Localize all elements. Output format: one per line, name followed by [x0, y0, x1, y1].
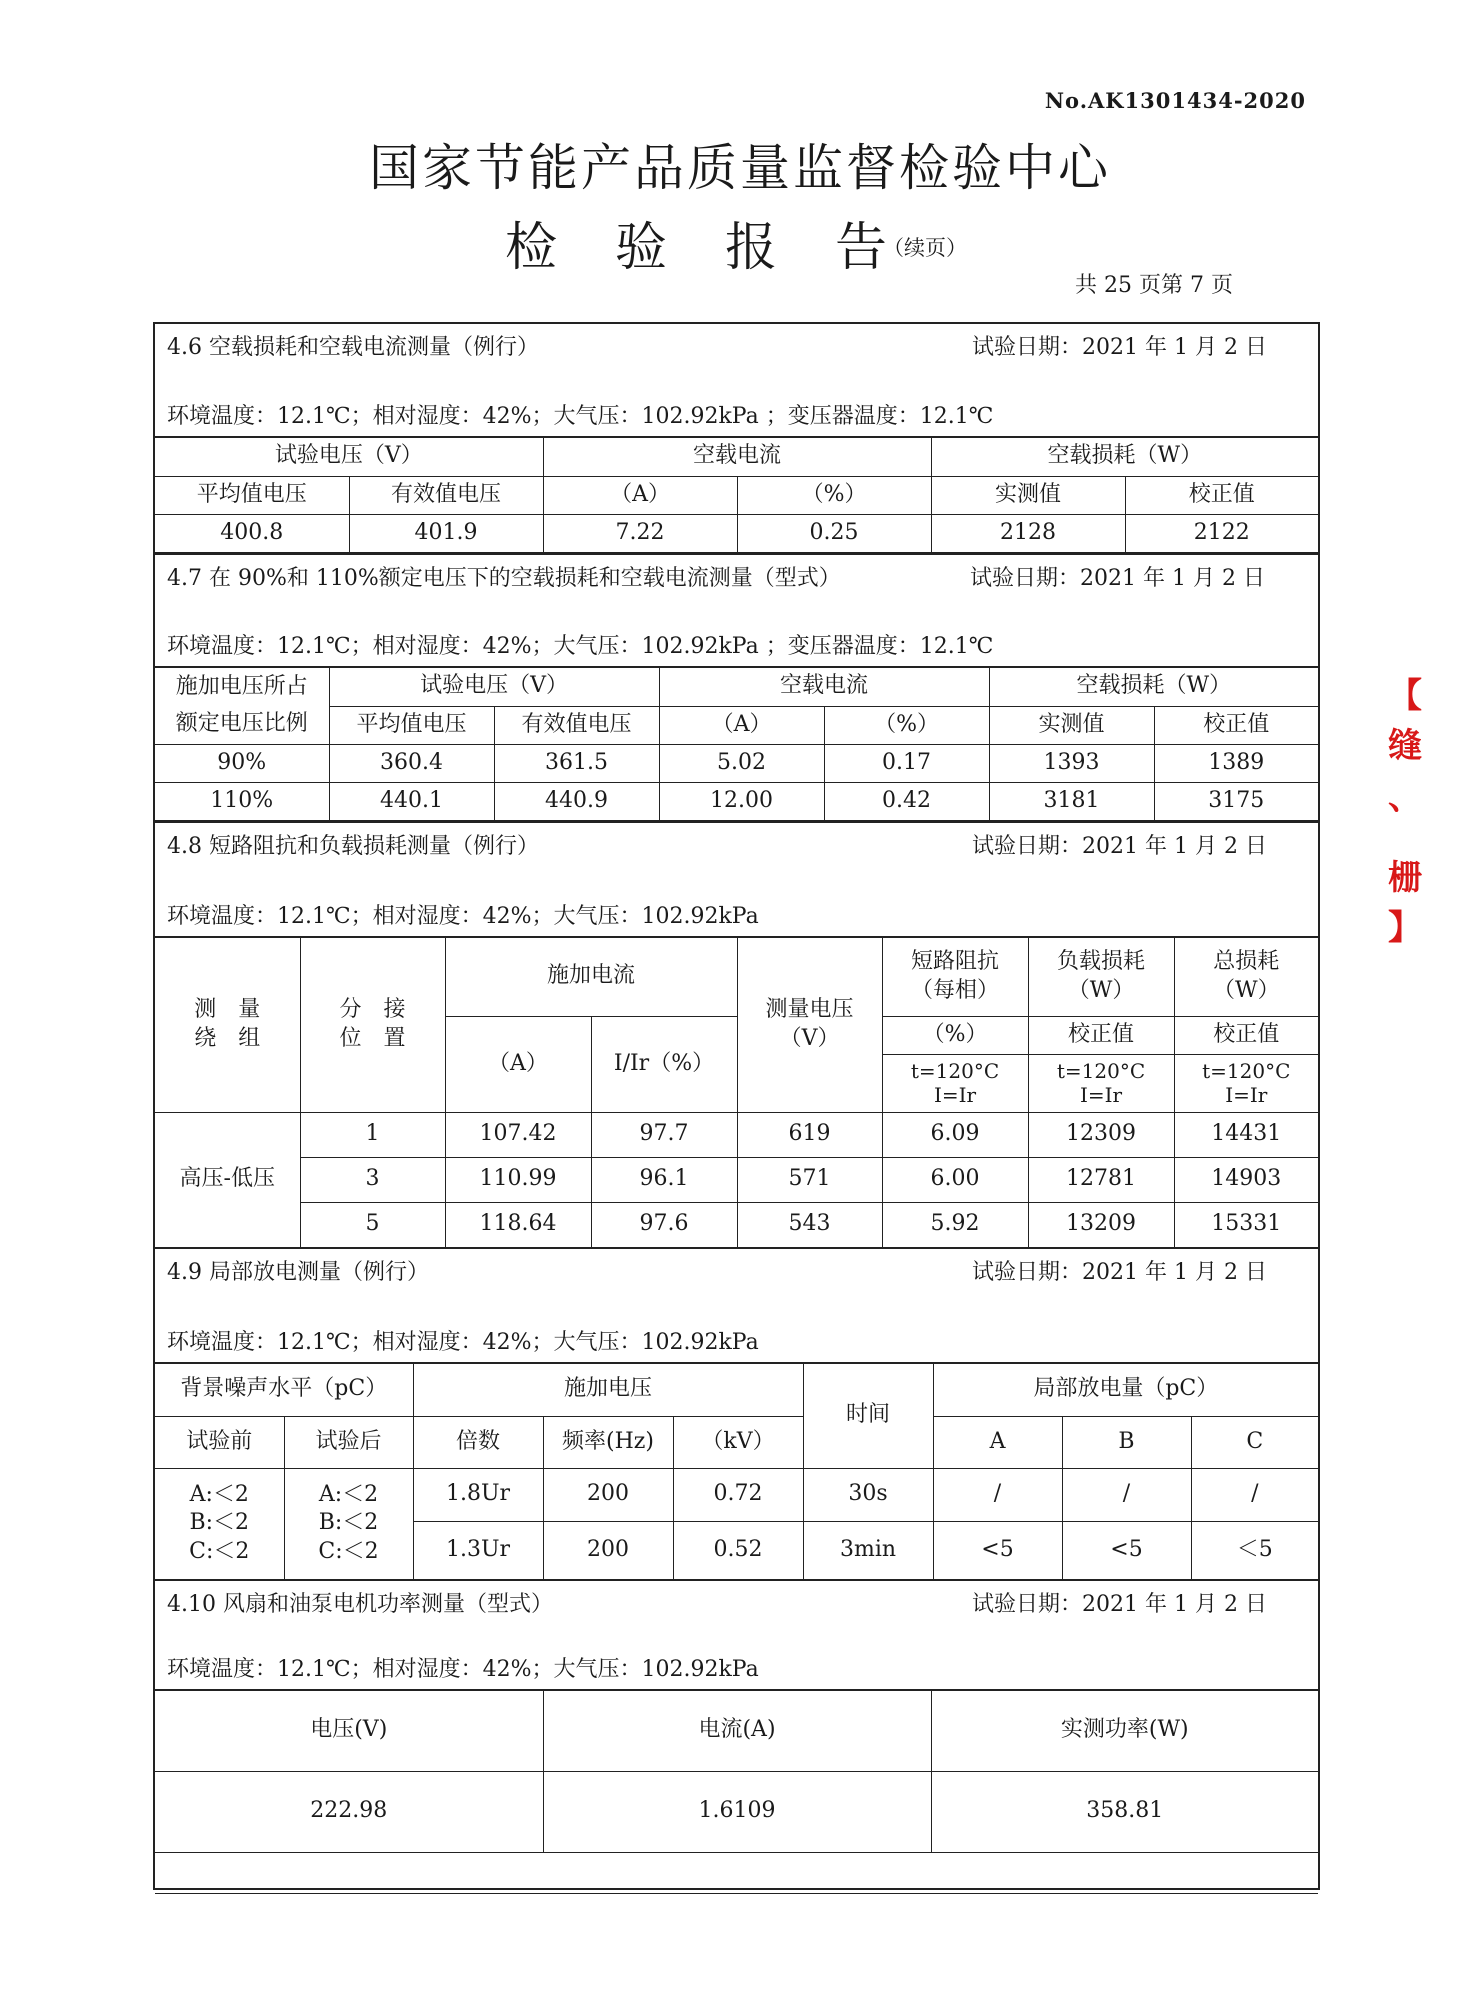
- data-cell: 1389: [1154, 744, 1318, 782]
- background-noise-after: [284, 1468, 413, 1579]
- noise-line: A:＜2: [318, 1481, 379, 1507]
- environment: 环境温度：12.1℃；相对湿度：42%；大气压：102.92kPa ；变压器温度：12.1℃: [167, 634, 994, 659]
- header-line: 绕 组: [194, 1025, 261, 1051]
- data-cell: 440.9: [494, 782, 659, 820]
- condition-line: t=120°C: [910, 1059, 1000, 1083]
- header-cell: 校正值: [1174, 1016, 1318, 1054]
- header-cell: [1174, 938, 1318, 1016]
- environment: 环境温度：12.1℃；相对湿度：42%；大气压：102.92kPa: [167, 904, 759, 929]
- header-cell: 平均值电压: [329, 706, 494, 744]
- header-cell: 试验电压（V）: [329, 668, 659, 706]
- test-date: 试验日期：2021 年 1 月 2 日: [972, 1592, 1267, 1617]
- data-cell: 3181: [989, 782, 1154, 820]
- data-cell: 6.00: [882, 1157, 1028, 1202]
- header-cell: 额定电压比例: [155, 706, 329, 744]
- table-4-7: [155, 668, 1318, 821]
- header-cell: 空载损耗（W）: [989, 668, 1318, 706]
- header-cell: （A）: [445, 1016, 591, 1112]
- table-4-9: [155, 1364, 1318, 1580]
- header-cell: 电压(V): [155, 1691, 543, 1771]
- header-cell: 校正值: [1125, 476, 1318, 514]
- report-title: [505, 205, 887, 280]
- data-cell: 6.09: [882, 1112, 1028, 1157]
- condition-line: I=Ir: [1079, 1083, 1123, 1107]
- header-line: 负载损耗: [1057, 949, 1146, 975]
- header-cell: 施加电流: [445, 938, 737, 1016]
- section-title: 4.9 局部放电测量（例行）: [167, 1260, 429, 1285]
- data-cell: 3: [300, 1157, 445, 1202]
- data-cell: 110.99: [445, 1157, 591, 1202]
- data-cell: 2128: [931, 514, 1125, 552]
- data-cell: 13209: [1028, 1202, 1174, 1247]
- data-cell: 15331: [1174, 1202, 1318, 1247]
- section-4-8-header: [155, 821, 1318, 938]
- header-cell: 空载电流: [659, 668, 989, 706]
- data-cell: 1.6109: [543, 1771, 931, 1852]
- header-line: 位 置: [339, 1025, 406, 1051]
- header-cell: （%）: [824, 706, 989, 744]
- data-cell: 0.72: [673, 1468, 803, 1521]
- data-cell: 3min: [803, 1521, 933, 1579]
- section-title: 4.10 风扇和油泵电机功率测量（型式）: [167, 1592, 553, 1617]
- header-cell: 校正值: [1154, 706, 1318, 744]
- header-cell: 实测值: [989, 706, 1154, 744]
- data-cell: /: [1191, 1468, 1318, 1521]
- data-cell: 1393: [989, 744, 1154, 782]
- report-title-char: 检: [505, 218, 558, 278]
- header-cell: [882, 938, 1028, 1016]
- data-cell: 96.1: [591, 1157, 737, 1202]
- data-cell: 97.6: [591, 1202, 737, 1247]
- data-cell: 5.02: [659, 744, 824, 782]
- header-cell: [737, 938, 882, 1112]
- table-4-10: [155, 1691, 1318, 1894]
- environment: 环境温度：12.1℃；相对湿度：42%；大气压：102.92kPa: [167, 1657, 759, 1682]
- section-4-6-header: [155, 324, 1318, 438]
- data-cell: /: [933, 1468, 1062, 1521]
- condition-line: t=120°C: [1056, 1059, 1146, 1083]
- data-cell: 12781: [1028, 1157, 1174, 1202]
- header-cell: 空载损耗（W）: [931, 438, 1318, 476]
- header-cell: 施加电压所占: [155, 668, 329, 706]
- data-cell: 0.52: [673, 1521, 803, 1579]
- data-cell: 619: [737, 1112, 882, 1157]
- header-cell: I/Ir（%）: [591, 1016, 737, 1112]
- header-cell: 时间: [803, 1364, 933, 1468]
- header-cell: 有效值电压: [494, 706, 659, 744]
- condition-cell: [1174, 1054, 1318, 1112]
- test-date: 试验日期：2021 年 1 月 2 日: [972, 834, 1267, 859]
- header-cell: （A）: [659, 706, 824, 744]
- report-title-char: 验: [615, 218, 668, 278]
- data-cell: 0.42: [824, 782, 989, 820]
- report-title-char: 报: [725, 218, 778, 278]
- section-4-9-header: [155, 1247, 1318, 1364]
- data-cell: 200: [543, 1521, 673, 1579]
- data-cell: 400.8: [155, 514, 349, 552]
- data-cell: 97.7: [591, 1112, 737, 1157]
- table-4-6: [155, 438, 1318, 553]
- empty-row: [155, 1852, 1318, 1893]
- environment: 环境温度：12.1℃；相对湿度：42%；大气压：102.92kPa ；变压器温度：12.1℃: [167, 404, 994, 429]
- data-cell: 2122: [1125, 514, 1318, 552]
- header-cell: 电流(A): [543, 1691, 931, 1771]
- background-noise-before: [155, 1468, 284, 1579]
- seam-stamp-char: 缝: [1388, 726, 1422, 766]
- header-cell: 实测功率(W): [931, 1691, 1318, 1771]
- data-cell: 543: [737, 1202, 882, 1247]
- data-cell: 0.25: [737, 514, 931, 552]
- header-cell: （A）: [543, 476, 737, 514]
- header-cell: C: [1191, 1416, 1318, 1468]
- section-title: 4.6 空载损耗和空载电流测量（例行）: [167, 335, 539, 360]
- header-line: 总损耗: [1213, 949, 1280, 975]
- condition-cell: [882, 1054, 1028, 1112]
- data-cell: 12309: [1028, 1112, 1174, 1157]
- data-cell: 1.8Ur: [413, 1468, 543, 1521]
- report-title-char: 告: [835, 218, 888, 278]
- data-cell: 118.64: [445, 1202, 591, 1247]
- header-cell: 校正值: [1028, 1016, 1174, 1054]
- seam-stamp-char: 【: [1388, 676, 1422, 716]
- header-cell: A: [933, 1416, 1062, 1468]
- header-line: 测量电压: [765, 997, 854, 1023]
- data-cell: 12.00: [659, 782, 824, 820]
- data-cell: 200: [543, 1468, 673, 1521]
- header-line: （W）: [1067, 977, 1135, 1003]
- seam-stamp-char: 栅: [1388, 858, 1422, 898]
- condition-line: t=120°C: [1202, 1059, 1291, 1083]
- header-cell: （kV）: [673, 1416, 803, 1468]
- seam-stamp-char: 】: [1388, 908, 1422, 948]
- header-cell: 施加电压: [413, 1364, 803, 1416]
- data-cell: /: [1062, 1468, 1191, 1521]
- data-cell: 358.81: [931, 1771, 1318, 1852]
- header-cell: 空载电流: [543, 438, 931, 476]
- continued-label: （续页）: [883, 236, 967, 260]
- data-cell: 110%: [155, 782, 329, 820]
- header-cell: （%）: [882, 1016, 1028, 1054]
- header-line: （V）: [779, 1025, 840, 1051]
- header-cell: 实测值: [931, 476, 1125, 514]
- header-line: 分 接: [339, 997, 406, 1023]
- header-cell: B: [1062, 1416, 1191, 1468]
- header-cell: 试验电压（V）: [155, 438, 543, 476]
- data-cell: 7.22: [543, 514, 737, 552]
- header-line: 测 量: [194, 997, 261, 1023]
- header-cell: [300, 938, 445, 1112]
- noise-line: C:＜2: [318, 1538, 379, 1564]
- data-cell: 5: [300, 1202, 445, 1247]
- data-cell: 1.3Ur: [413, 1521, 543, 1579]
- header-cell: （%）: [737, 476, 931, 514]
- condition-line: I=Ir: [933, 1083, 977, 1107]
- condition-cell: [1028, 1054, 1174, 1112]
- table-4-8: [155, 938, 1318, 1248]
- header-cell: 试验前: [155, 1416, 284, 1468]
- test-date: 试验日期：2021 年 1 月 2 日: [970, 566, 1265, 591]
- header-line: （每相）: [911, 977, 1000, 1003]
- environment: 环境温度：12.1℃；相对湿度：42%；大气压：102.92kPa: [167, 1330, 759, 1355]
- data-cell: 571: [737, 1157, 882, 1202]
- header-cell: 倍数: [413, 1416, 543, 1468]
- data-cell: 1: [300, 1112, 445, 1157]
- header-cell: 频率(Hz): [543, 1416, 673, 1468]
- data-cell: 14431: [1174, 1112, 1318, 1157]
- section-title: 4.7 在 90%和 110%额定电压下的空载损耗和空载电流测量（型式）: [167, 566, 841, 591]
- data-cell: 14903: [1174, 1157, 1318, 1202]
- data-cell: 360.4: [329, 744, 494, 782]
- header-cell: 有效值电压: [349, 476, 543, 514]
- noise-line: B:＜2: [189, 1510, 250, 1536]
- noise-line: A:＜2: [189, 1481, 249, 1507]
- page-count: 共 25 页第 7 页: [1075, 273, 1233, 298]
- header-cell: [155, 938, 300, 1112]
- winding-group-cell: 高压-低压: [155, 1112, 300, 1247]
- data-cell: 0.17: [824, 744, 989, 782]
- seam-stamp-char: 、: [1388, 778, 1422, 818]
- section-4-7-header: [155, 553, 1318, 668]
- header-line: 短路阻抗: [911, 949, 1000, 975]
- data-cell: 440.1: [329, 782, 494, 820]
- test-date: 试验日期：2021 年 1 月 2 日: [972, 335, 1267, 360]
- data-cell: 5.92: [882, 1202, 1028, 1247]
- data-cell: 30s: [803, 1468, 933, 1521]
- data-cell: 107.42: [445, 1112, 591, 1157]
- organization-name: 国家节能产品质量监督检验中心: [369, 139, 1111, 197]
- data-cell: <5: [1062, 1521, 1191, 1579]
- test-date: 试验日期：2021 年 1 月 2 日: [972, 1260, 1267, 1285]
- data-cell: 401.9: [349, 514, 543, 552]
- section-4-10-header: [155, 1579, 1318, 1691]
- noise-line: C:＜2: [189, 1538, 250, 1564]
- data-cell: 222.98: [155, 1771, 543, 1852]
- data-cell: 90%: [155, 744, 329, 782]
- header-line: （W）: [1212, 977, 1280, 1003]
- header-cell: 局部放电量（pC）: [933, 1364, 1318, 1416]
- data-cell: 3175: [1154, 782, 1318, 820]
- data-cell: ＜5: [1191, 1521, 1318, 1579]
- section-title: 4.8 短路阻抗和负载损耗测量（例行）: [167, 834, 539, 859]
- report-number: No.AK1301434-2020: [1044, 88, 1306, 113]
- data-cell: <5: [933, 1521, 1062, 1579]
- noise-line: B:＜2: [318, 1510, 379, 1536]
- header-cell: 背景噪声水平（pC）: [155, 1364, 413, 1416]
- header-cell: 平均值电压: [155, 476, 349, 514]
- condition-line: I=Ir: [1225, 1083, 1268, 1107]
- header-cell: [1028, 938, 1174, 1016]
- header-cell: 试验后: [284, 1416, 413, 1468]
- data-cell: 361.5: [494, 744, 659, 782]
